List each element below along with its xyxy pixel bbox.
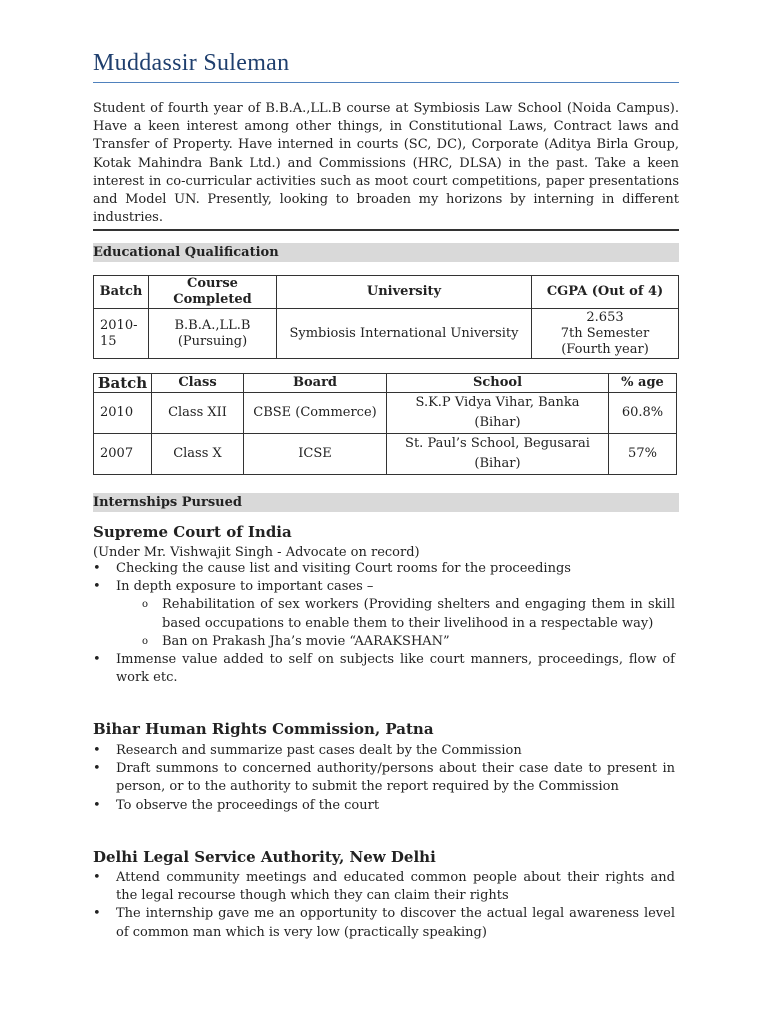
internships-heading-text: Internships Pursued — [93, 495, 242, 510]
school-batch: 2010 — [94, 393, 152, 434]
school-header-class: Class — [152, 374, 244, 393]
degree-university: Symbiosis International University — [277, 309, 532, 359]
degree-cgpa-year: (Fourth year) — [561, 341, 649, 357]
internship-title: Bihar Human Rights Commission, Patna — [93, 720, 434, 738]
school-name — [387, 393, 609, 434]
internships-heading — [93, 493, 679, 512]
education-heading — [93, 243, 679, 262]
internship-bullets — [93, 560, 675, 687]
degree-course-name: B.B.A.,LL.B — [174, 317, 251, 333]
degree-header-cgpa: CGPA (Out of 4) — [532, 276, 679, 309]
list-item: • To observe the proceedings of the court — [93, 797, 675, 815]
degree-course-status: (Pursuing) — [177, 333, 248, 349]
profile-summary: Student of fourth year of B.B.A.,LL.B course at Symbiosis Law School (Noida Campus). Have a keen interest among other things, in Constitutional Laws, Contract laws and Transfer of Property. Have interned in courts (SC, DC), Corporate (Aditya Birla Group, Kotak Mahindra Bank Ltd.) and Commissions (HRC, DLSA) in the past. Take a keen interest in co-curricular activities such as moot court competitions, paper presentations and Model UN. Presently, looking to broaden my horizons by interning in different industries. — [93, 101, 679, 226]
degree-course — [149, 309, 277, 359]
list-item-text: In depth exposure to important cases – — [116, 579, 374, 595]
school-percent: 57% — [609, 434, 677, 475]
table-row — [94, 393, 677, 434]
name-divider — [93, 82, 679, 83]
list-item: • Immense value added to self on subjects like court manners, proceedings, flow of work etc. — [93, 651, 675, 687]
degree-header-batch: Batch — [94, 276, 149, 309]
list-item: • Attend community meetings and educated common people about their rights and the legal recourse though which they can claim their rights — [93, 869, 675, 905]
sub-list-item: o Rehabilitation of sex workers (Providing shelters and engaging them in skill based occupations to enable them to their livelihood in a respectable way) — [142, 596, 675, 632]
list-item: • The internship gave me an opportunity to discover the actual legal awareness level of common man which is very low (practically speaking) — [93, 905, 675, 941]
candidate-name: Muddassir Suleman — [93, 50, 290, 76]
internship-bullets — [93, 869, 675, 942]
school-name-line: S.K.P Vidya Vihar, Banka — [415, 395, 580, 410]
degree-header-university: University — [277, 276, 532, 309]
degree-cgpa-semester: 7th Semester — [560, 325, 650, 341]
school-header-percent: % age — [609, 374, 677, 393]
internship-title: Delhi Legal Service Authority, New Delhi — [93, 848, 436, 866]
internship-subtitle: (Under Mr. Vishwajit Singh - Advocate on record) — [93, 545, 420, 560]
sub-list-item: o Ban on Prakash Jha’s movie “AARAKSHAN” — [142, 633, 675, 651]
school-location: (Bihar) — [474, 456, 521, 471]
degree-cgpa — [532, 309, 679, 359]
degree-cgpa-value: 2.653 — [586, 309, 624, 325]
school-batch: 2007 — [94, 434, 152, 475]
list-item: • Research and summarize past cases dealt by the Commission — [93, 742, 675, 760]
degree-header-course: Course Completed — [149, 276, 277, 309]
school-board: ICSE — [244, 434, 387, 475]
school-board: CBSE (Commerce) — [244, 393, 387, 434]
internship-bullets — [93, 742, 675, 815]
table-row — [94, 434, 677, 475]
school-class: Class XII — [152, 393, 244, 434]
school-header-batch: Batch — [94, 374, 152, 393]
case-sub-bullets — [142, 596, 675, 651]
school-header-school: School — [387, 374, 609, 393]
school-name — [387, 434, 609, 475]
school-table — [93, 373, 677, 475]
degree-batch: 2010-15 — [94, 309, 149, 359]
education-heading-text: Educational Qualification — [93, 245, 279, 260]
school-location: (Bihar) — [474, 415, 521, 430]
list-item: • Draft summons to concerned authority/persons about their case date to present in person, or to the authority to submit the report required by the Commission — [93, 760, 675, 796]
school-percent: 60.8% — [609, 393, 677, 434]
list-item — [93, 578, 675, 651]
degree-table — [93, 275, 679, 359]
summary-divider — [93, 229, 679, 231]
school-class: Class X — [152, 434, 244, 475]
internship-title: Supreme Court of India — [93, 523, 292, 541]
list-item: • Checking the cause list and visiting Court rooms for the proceedings — [93, 560, 675, 578]
school-header-board: Board — [244, 374, 387, 393]
school-name-line: St. Paul’s School, Begusarai — [405, 436, 590, 451]
